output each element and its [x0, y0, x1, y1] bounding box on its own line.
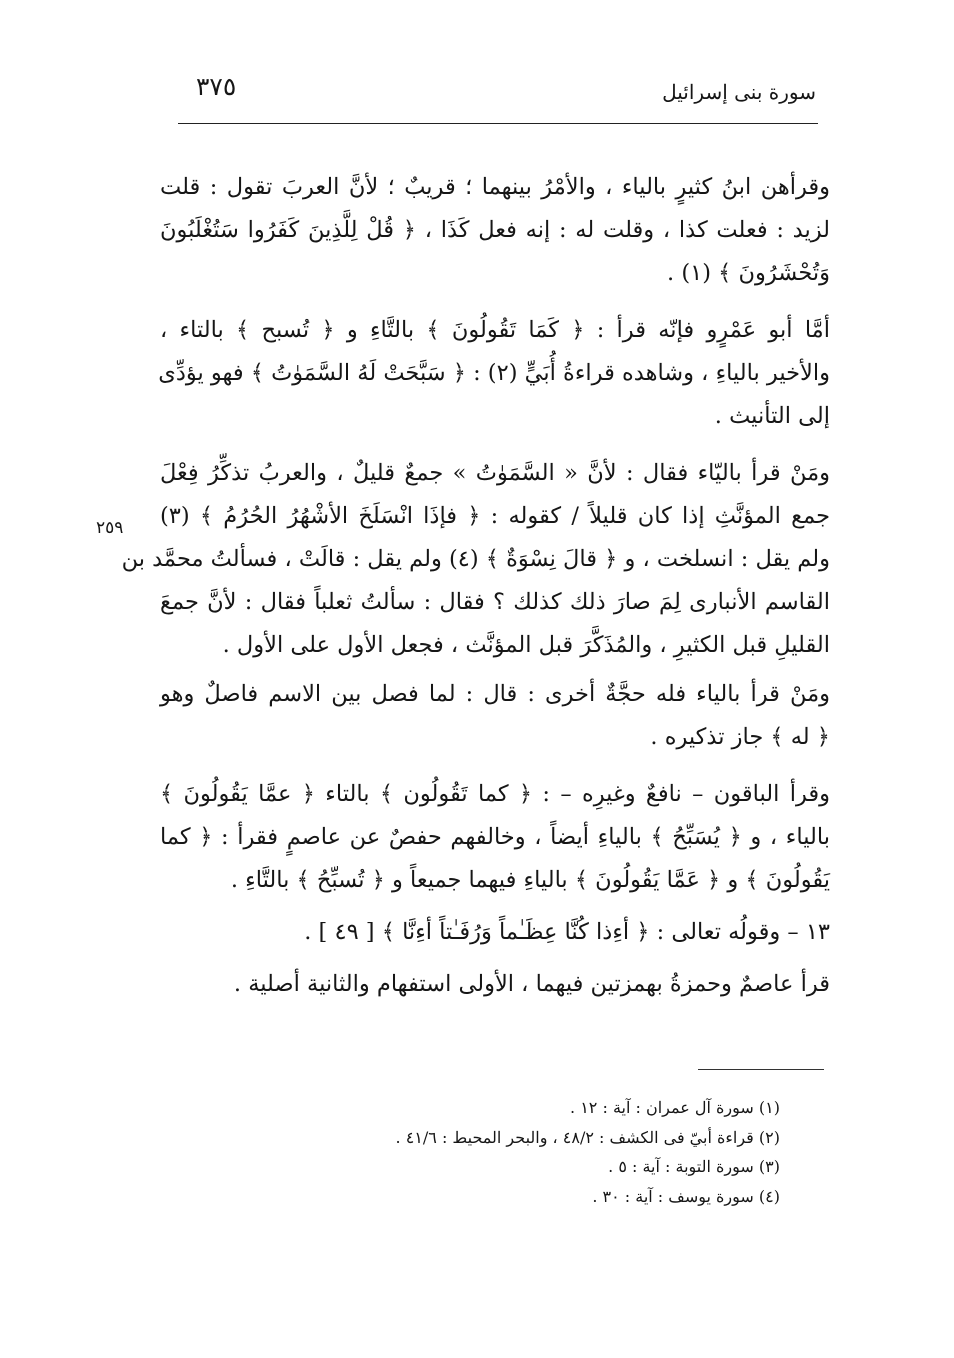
page-number: ٣٧٥	[196, 72, 237, 101]
margin-manuscript-number: ٢٥٩	[96, 518, 124, 538]
header-rule	[178, 123, 818, 124]
text-line: ﴿ له ﴾ جاز تذكيره .	[650, 724, 830, 750]
text-line: جمع المؤنَّثِ إذا كان قليلاً / كقوله : ﴿ فإذَا انْسَلَخَ الأشْهُرُ الحُرُمُ ﴾ (٣)	[160, 503, 830, 529]
text-line: وقرأ الباقون – نافعٌ وغيرِه – : ﴿ كما تَقُولُون ﴾ بالتاء ﴿ عمَّا يَقُولُونَ ﴾	[160, 781, 830, 807]
text-line: بالياء ، و ﴿ يُسَبِّحُ ﴾ بالياءِ أيضاً ، وخالفهم حفصٌ عن عاصمٍ فقرأ : ﴿ كما	[160, 824, 830, 850]
footnote-1: (١) سورة آل عمران : آية : ١٢ .	[570, 1098, 780, 1117]
text-line: ولم يقل : انسلخت ، و ﴿ قالَ نِسْوَةٌ ﴾ (٤) ولم يقل : قالَتْ ، فسألتُ محمَّد بن	[121, 546, 830, 572]
text-line: إلى التأنيث .	[714, 403, 830, 429]
text-line: القاسم الأنبارى لِمَ صارَ ذلك كذلك ؟ فقال : سألتُ ثعلباً فقال : لأنَّ جمعَ	[160, 589, 830, 615]
paragraph-4	[160, 667, 830, 759]
text-line: أمَّا أبو عَمْرٍو فإنّه قرأ : ﴿ كَمَا تَقُولُونَ ﴾ بالتَّاءِ و ﴿ تُسبح ﴾ بالتاء ،	[160, 317, 830, 343]
paragraph-3	[121, 438, 830, 667]
footnote-rule	[698, 1069, 824, 1070]
text-line: والأخير بالياءِ ، وشاهده قراءةُ أُبَيٍّ (٢) : ﴿ سَبَّحَتْ لَهُ السَّمَوٰتُ ﴾ فهو يؤدِّى	[158, 360, 830, 386]
text-line: ١٣ – وقولُه تعالى : ﴿ أءِذا كُنَّا عِظَـٰماً وَرُفَـٰتاً أءِنَّا ﴾ [ ٤٩ ] .	[304, 919, 830, 945]
text-line: قرأ عاصمٌ وحمزةُ بهمزتين فيهما ، الأولى استفهام والثانية أصلية .	[233, 971, 830, 997]
paragraph-5	[160, 759, 830, 902]
text-line: ومَنْ قرأ بالياء فله حجَّةٌ أخرى : قال : لما فصل بين الاسم فاصلٌ وهو	[160, 681, 830, 707]
footnote-3: (٣) سورة التوبة : آية : ٥ .	[608, 1157, 780, 1176]
text-line: لزيد : فعلت كذا ، وقلت له : إنه فعل كَذَا ، ﴿ قُلْ لِلَّذِينَ كَفَرُوا سَتُغْلَبُونَ	[160, 217, 830, 243]
paragraph-2	[160, 295, 830, 438]
running-header-title: سورة بنى إسرائيل	[662, 80, 816, 104]
text-line: وقرأهن ابنُ كثيرٍ بالياء ، والأمْرُ بينهما ؛ قريبٌ ؛ لأنَّ العربَ تقول : قلت	[160, 174, 830, 200]
footnotes	[220, 1093, 780, 1211]
text-line: ومَنْ قرأ باليّاء فقال : لأنَّ « السَّمَوٰتُ » جمعٌ قليلٌ ، والعربُ تذكِّرُ فِعْلَ	[160, 460, 830, 486]
paragraph-7	[160, 954, 830, 1006]
footnote-4: (٤) سورة يوسف : آية : ٣٠ .	[592, 1186, 780, 1206]
verse-heading-13	[160, 902, 830, 954]
footnote-2: (٢) قراءة أبيّ فى الكشف : ٤٨/٢ ، والبحر المحيط : ٤١/٦ .	[395, 1127, 780, 1147]
paragraph-1	[160, 166, 830, 295]
text-line: وَتُحْشَرُونَ ﴾ (١) .	[667, 260, 830, 286]
text-line: يَقُولُونَ ﴾ و ﴿ عَمَّا يَقُولُونَ ﴾ بالياءِ فيهما جميعاً و ﴿ تُسبِّحُ ﴾ بالتَّاءِ .	[230, 867, 830, 893]
text-line: القليلِ قبل الكثيرِ ، والمُذَكَّرَ قبل المؤنَّث ، فجعل الأول على الأول .	[222, 632, 830, 658]
main-text	[121, 166, 830, 1006]
